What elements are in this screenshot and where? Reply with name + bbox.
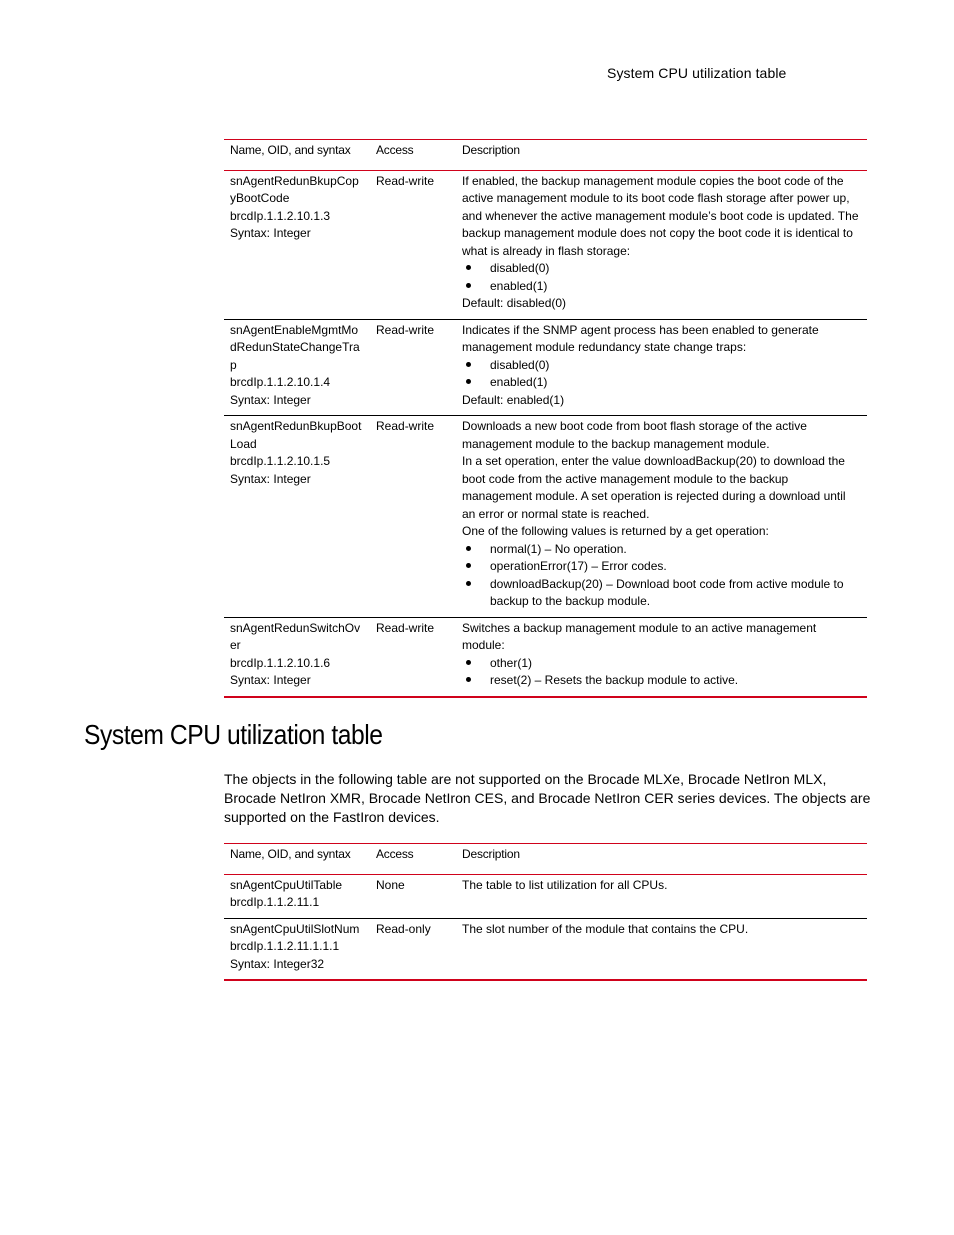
object-oid: brcdIp.1.1.2.10.1.4 [230,375,331,389]
description-paragraph: Indicates if the SNMP agent process has been enabled to generate management module redundancy state change traps: [462,322,819,354]
access-cell: Read-write [376,620,435,635]
value-list [462,541,861,611]
table-header-row [224,140,867,171]
mib-objects-table [224,139,867,698]
table-row [224,874,867,918]
table-row [224,617,867,697]
object-cell [224,617,370,697]
description-cell [456,319,867,416]
table-body [224,170,867,697]
object-oid: brcdIp.1.1.2.11.1.1.1 [230,939,340,953]
object-name: snAgentCpuUtilTable [230,877,343,892]
value-list [462,357,861,392]
column-header-description: Description [462,143,520,157]
object-syntax: Syntax: Integer [230,392,311,407]
value-list-item: other(1) [462,655,861,673]
table-row [224,170,867,319]
column-header-access: Access [376,143,414,157]
object-name: snAgentRedunBkupCopyBootCode [230,173,359,205]
description-paragraph: Switches a backup management module to an active management module: [462,620,817,652]
table-row [224,319,867,416]
object-syntax: Syntax: Integer32 [230,956,325,971]
column-header-description: Description [462,847,520,861]
value-list-item: downloadBackup(20) – Download boot code from active module to backup to the backup module. [462,576,861,611]
value-list-item: enabled(1) [462,374,861,392]
object-cell [224,918,370,980]
table-row [224,918,867,980]
object-name: snAgentRedunSwitchOver [230,620,361,652]
object-syntax: Syntax: Integer [230,471,311,486]
object-oid: brcdIp.1.1.2.10.1.6 [230,655,331,670]
default-value: Default: enabled(1) [462,392,565,407]
access-cell: Read-only [376,921,431,936]
value-list-item: enabled(1) [462,278,861,296]
column-header-name: Name, OID, and syntax [230,847,351,861]
section-intro: The objects in the following table are not supported on the Brocade MLXe, Brocade NetIron MLX, Brocade NetIron XMR, Brocade NetIron CES, and Brocade NetIron CER series devices. The objects are supported on the FastIron devices. [224,771,871,825]
description-cell [456,416,867,618]
table-row [224,416,867,618]
object-syntax: Syntax: Integer [230,226,311,240]
value-list-item: disabled(0) [462,260,861,278]
object-cell [224,874,370,918]
object-oid: brcdIp.1.1.2.10.1.5 [230,454,331,468]
section-title: System CPU utilization table [84,719,383,750]
value-list-item: disabled(0) [462,357,861,375]
object-name: snAgentCpuUtilSlotNum [230,921,360,936]
cpu-utilization-table [224,843,867,981]
description-cell [456,617,867,697]
value-list-item: reset(2) – Resets the backup module to active. [462,672,861,690]
value-list-item: operationError(17) – Error codes. [462,558,861,576]
description-paragraph: Downloads a new boot code from boot flash storage of the active management module to the backup management module. [462,419,807,451]
description-paragraph: One of the following values is returned by a get operation: [462,524,769,538]
value-list [462,655,861,690]
running-header: System CPU utilization table [607,65,787,81]
access-cell: Read-write [376,173,435,188]
column-header-access: Access [376,847,414,861]
access-cell: None [376,877,405,892]
description-paragraph: The slot number of the module that contains the CPU. [462,921,749,936]
table-header-row [224,844,867,875]
description-paragraph: In a set operation, enter the value downloadBackup(20) to download the boot code from the active management module to the backup management module. A set operation is rejected during a download until an error or normal state is reached. [462,454,846,521]
object-syntax: Syntax: Integer [230,673,311,687]
object-oid: brcdIp.1.1.2.11.1 [230,895,320,909]
default-value: Default: disabled(0) [462,296,567,310]
table-body [224,874,867,980]
description-paragraph: The table to list utilization for all CPUs. [462,877,668,892]
description-cell [456,918,867,980]
description-cell [456,874,867,918]
value-list [462,260,861,295]
access-cell: Read-write [376,322,435,337]
description-cell [456,170,867,319]
object-name: snAgentRedunBkupBootLoad [230,419,362,451]
object-oid: brcdIp.1.1.2.10.1.3 [230,208,331,223]
access-cell: Read-write [376,419,435,433]
object-cell [224,416,370,618]
column-header-name: Name, OID, and syntax [230,143,351,157]
description-paragraph: If enabled, the backup management module copies the boot code of the active management module to its boot code flash storage after power up, and whenever the active management module’s boot code is updated. The backup management module does not copy the boot code it is identical to what is already in flash storage: [462,173,859,258]
object-cell [224,319,370,416]
object-name: snAgentEnableMgmtModRedunStateChangeTrap [230,322,360,372]
object-cell [224,170,370,319]
value-list-item: normal(1) – No operation. [462,541,861,559]
